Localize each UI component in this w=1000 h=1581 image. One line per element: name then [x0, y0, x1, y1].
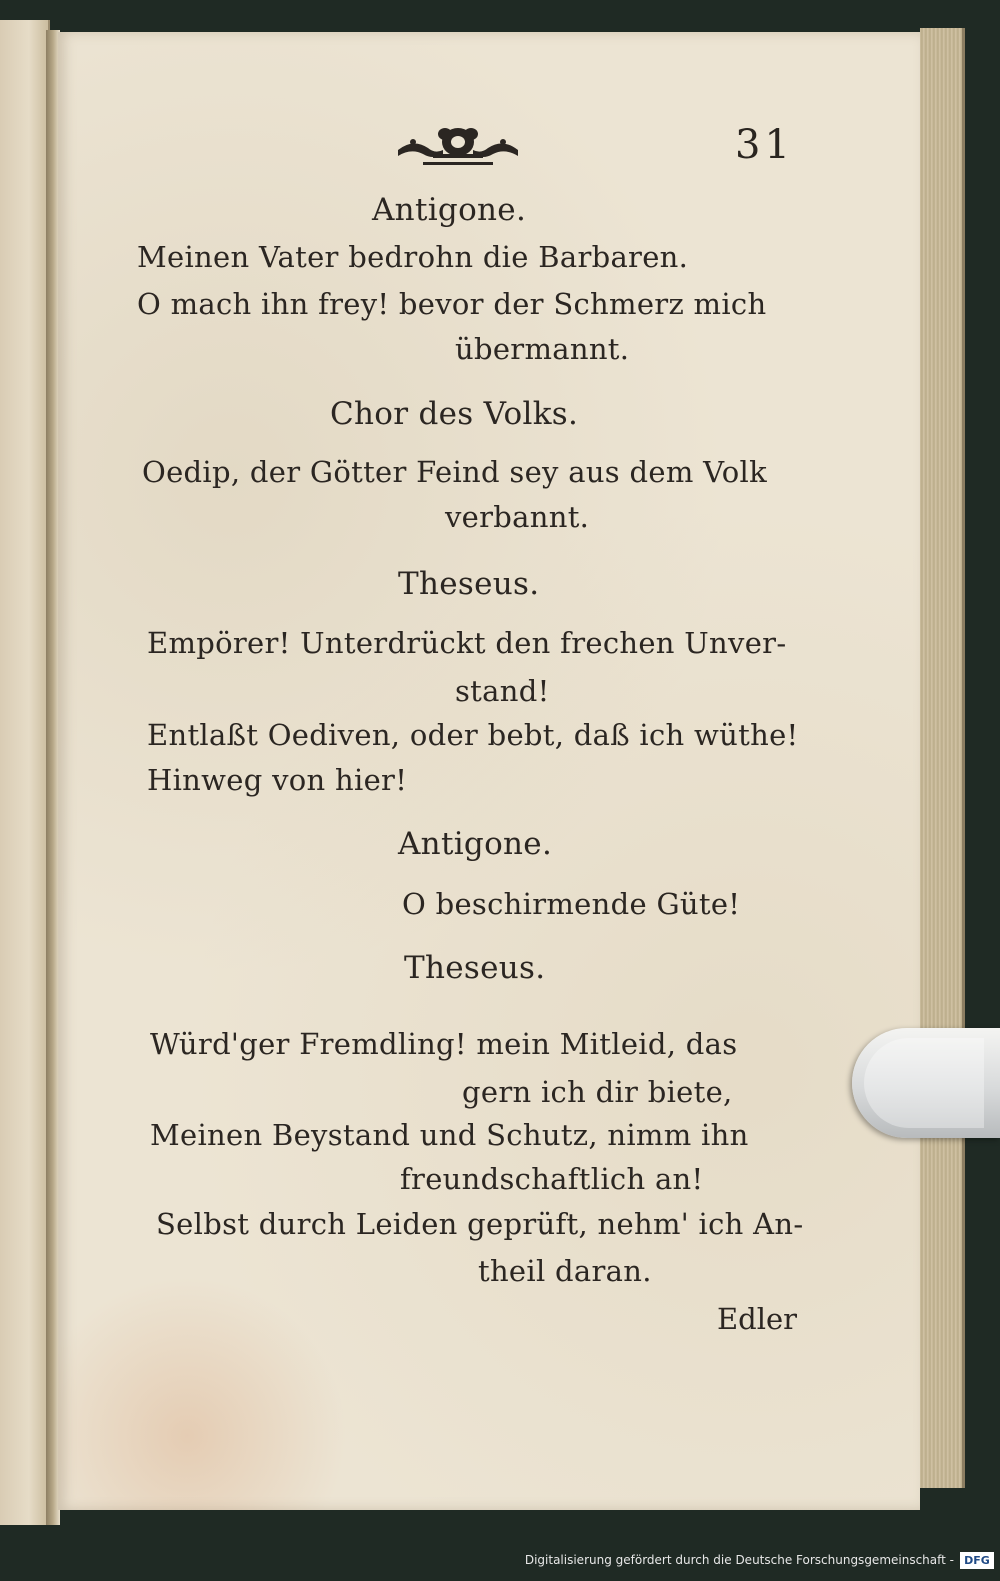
verse-line-continuation: verbannt. [445, 500, 590, 534]
verse-line: Oedip, der Götter Feind sey aus dem Volk [142, 455, 767, 489]
verse-line: Würd'ger Fremdling! mein Mitleid, das [150, 1027, 738, 1061]
verse-line-continuation: gern ich dir biete, [462, 1075, 733, 1109]
speaker-heading: Antigone. [372, 192, 527, 228]
floral-vignette-icon [393, 120, 523, 170]
verse-line-continuation: freundschaftlich an! [400, 1162, 704, 1196]
tab-highlight [864, 1038, 984, 1128]
page-number: 31 [735, 122, 794, 168]
page-stack-edge [920, 28, 965, 1488]
catchword: Edler [717, 1302, 798, 1336]
speaker-heading: Theseus. [404, 950, 546, 986]
speaker-heading: Chor des Volks. [330, 396, 579, 432]
speaker-heading: Antigone. [398, 826, 553, 862]
verse-line-continuation: theil daran. [478, 1254, 652, 1288]
verse-line-continuation: stand! [455, 674, 550, 708]
funding-credit: Digitalisierung gefördert durch die Deutsche Forschungsgemeinschaft - [524, 1553, 954, 1567]
verse-line: Meinen Vater bedrohn die Barbaren. [137, 240, 689, 274]
verse-line-continuation: übermannt. [455, 332, 630, 366]
dfg-logo: DFG [960, 1552, 994, 1569]
verse-line: O mach ihn frey! bevor der Schmerz mich [137, 287, 767, 321]
verse-line: Meinen Beystand und Schutz, nimm ihn [150, 1118, 749, 1152]
verse-line: Selbst durch Leiden geprüft, nehm' ich An- [156, 1207, 804, 1241]
verse-line: Empörer! Unterdrückt den frechen Unver- [147, 626, 787, 660]
previous-page-edge [0, 20, 50, 1525]
verse-line: O beschirmende Güte! [402, 887, 741, 921]
verse-line: Hinweg von hier! [147, 763, 408, 797]
speaker-heading: Theseus. [398, 566, 540, 602]
verse-line: Entlaßt Oediven, oder bebt, daß ich wüthe! [147, 718, 799, 752]
clear-plastic-page-tab [852, 1028, 1000, 1138]
